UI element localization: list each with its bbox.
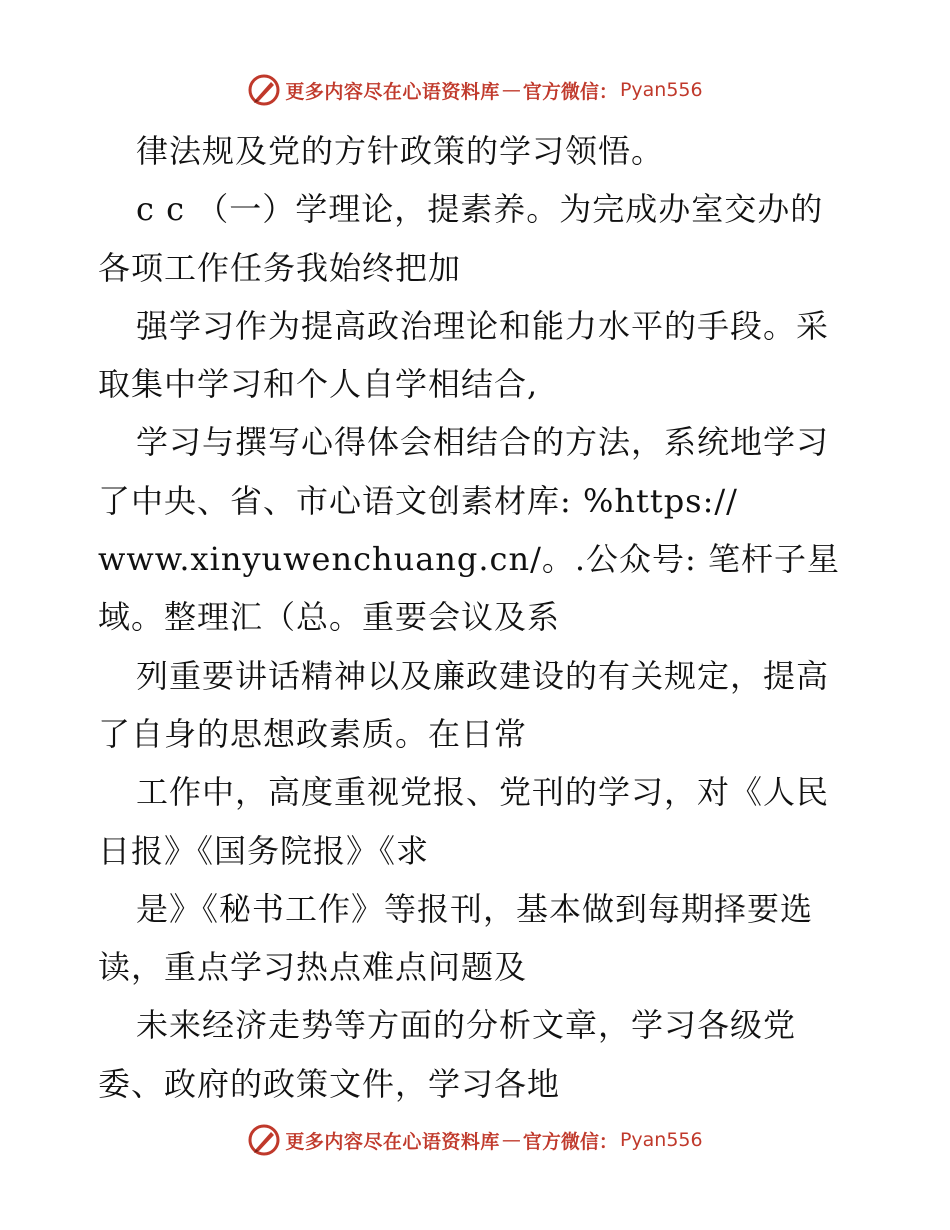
text-line: 各项工作任务我始终把加 bbox=[98, 248, 462, 287]
pen-logo-icon bbox=[247, 1123, 281, 1157]
text-line: 取集中学习和个人自学相结合, bbox=[98, 365, 539, 404]
header-banner bbox=[0, 70, 950, 110]
footer-banner bbox=[0, 1120, 950, 1160]
text-line: 委、政府的政策文件，学习各地 bbox=[98, 1064, 561, 1103]
banner-separator: — bbox=[501, 79, 521, 101]
text-line: 学习与撰写心得体会相结合的方法，系统地学习 bbox=[136, 423, 830, 462]
text-line: 日报》《国务院报》《求 bbox=[98, 831, 430, 870]
text-line: c c （一）学理论，提素养。为完成办室交办的 bbox=[136, 190, 824, 229]
banner-wechat-label: 官方微信： bbox=[522, 1130, 618, 1153]
text-line: 读，重点学习热点难点问题及 bbox=[98, 948, 528, 987]
document-body bbox=[98, 122, 868, 1113]
text-line: 域。整理汇（总。重要会议及系 bbox=[98, 598, 561, 637]
text-line: 了自身的思想政素质。在日常 bbox=[98, 714, 528, 753]
banner-wechat-id: Pyan556 bbox=[619, 79, 703, 101]
banner-wechat-label: 官方微信： bbox=[522, 80, 618, 103]
text-line: 律法规及党的方针政策的学习领悟。 bbox=[136, 132, 665, 170]
text-line: 列重要讲话精神以及廉政建设的有关规定，提高 bbox=[136, 656, 830, 695]
pen-logo-icon bbox=[247, 73, 281, 107]
text-line: 是》《秘书工作》等报刊，基本做到每期择要选 bbox=[136, 889, 814, 928]
banner-separator: — bbox=[501, 1129, 521, 1151]
text-line: 了中央、省、市心语文创素材库: %https:// bbox=[98, 481, 738, 520]
text-line: 工作中，高度重视党报、党刊的学习，对《人民 bbox=[136, 773, 830, 812]
text-line: www.xinyuwenchuang.cn/。.公众号: 笔杆子星 bbox=[98, 540, 840, 579]
banner-wechat-id: Pyan556 bbox=[619, 1129, 703, 1151]
text-line: 强学习作为提高政治理论和能力水平的手段。采 bbox=[136, 306, 830, 345]
banner-title: 更多内容尽在心语资料库 bbox=[285, 80, 500, 103]
banner-title: 更多内容尽在心语资料库 bbox=[285, 1130, 500, 1153]
text-line: 未来经济走势等方面的分析文章，学习各级党 bbox=[136, 1006, 797, 1045]
